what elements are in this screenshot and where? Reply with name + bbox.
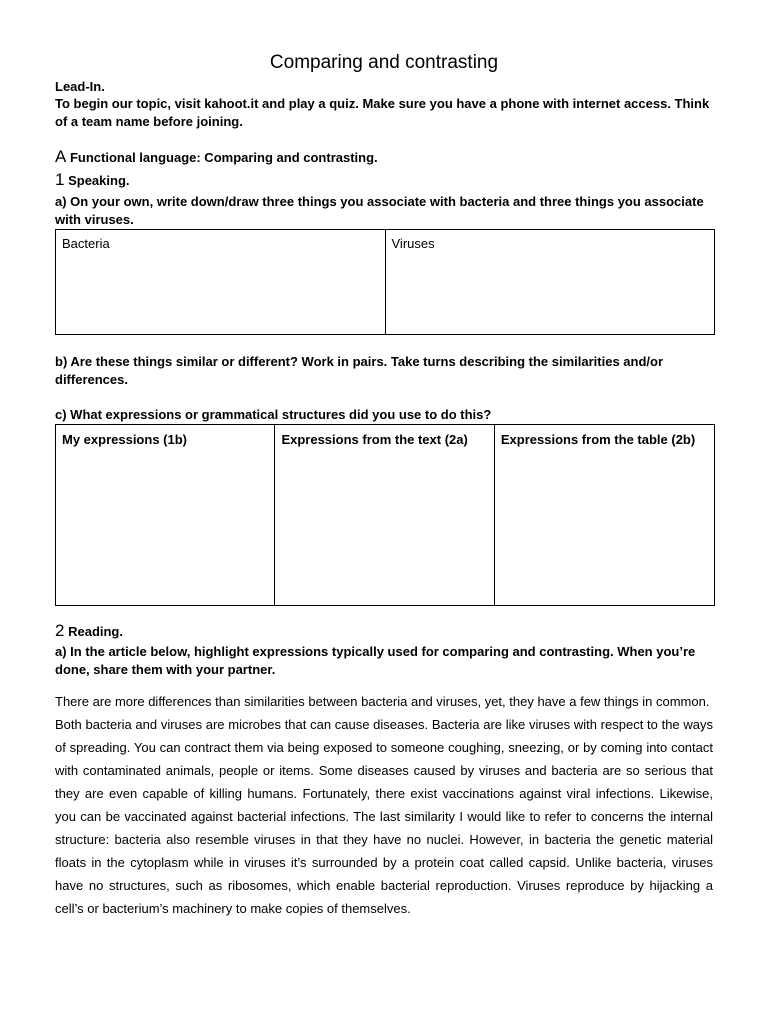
section-a-letter: A <box>55 147 67 166</box>
text-expressions-cell[interactable]: Expressions from the text (2a) <box>275 425 494 606</box>
task-1c: c) What expressions or grammatical structures did you use to do this? <box>55 407 492 422</box>
section-1-number: 1 <box>55 170 65 189</box>
section-2-number: 2 <box>55 621 65 640</box>
my-expressions-cell[interactable]: My expressions (1b) <box>56 425 275 606</box>
article <box>55 690 713 920</box>
expressions-table <box>55 424 715 606</box>
bacteria-cell[interactable]: Bacteria <box>56 230 386 335</box>
section-2-heading <box>55 622 715 641</box>
lead-in-text: To begin our topic, visit kahoot.it and play a quiz. Make sure you have a phone with internet access. Think of a team name before joining. <box>55 96 710 129</box>
article-paragraph-2: Both bacteria and viruses are microbes that can cause diseases. Bacteria are like viruses with respect to the ways of spreading. You can contract them via being exposed to someone coughing, sneezing, or by coming into contact with contaminated animals, people or items. Some diseases caused by viruses and bacteria are so serious that they are even capable of killing humans. Fortunately, there exist vaccinations against viral infections. Likewise, you can be vaccinated against bacterial infections. The last similarity I would like to refer to concerns the internal structure: bacteria also resemble viruses in that they have no nuclei. However, in bacteria the genetic material floats in the cytoplasm while in viruses it’s surrounded by a protein coat called capsid. Unlike bacteria, viruses have no structures, such as ribosomes, which enable bacterial reproduction. Viruses reproduce by hijacking a cell’s or bacterium’s machinery to make copies of themselves. <box>55 717 713 916</box>
lead-in-heading: Lead-In. <box>55 79 105 94</box>
section-1-title: Speaking. <box>68 173 130 188</box>
page-title: Comparing and contrasting <box>269 52 499 73</box>
section-a-heading <box>55 148 715 167</box>
article-paragraph-1: There are more differences than similarities between bacteria and viruses, yet, they have a few things in common. <box>55 694 710 709</box>
section-1-heading <box>55 171 715 190</box>
section-2-title: Reading. <box>68 624 123 639</box>
task-2a: a) In the article below, highlight expressions typically used for comparing and contrasting. When you’re done, share them with your partner. <box>55 644 696 677</box>
task-1b: b) Are these things similar or different? Work in pairs. Take turns describing the similarities and/or differences. <box>55 354 664 387</box>
viruses-cell[interactable]: Viruses <box>385 230 715 335</box>
task-1a: a) On your own, write down/draw three things you associate with bacteria and three things you associate with viruses. <box>55 194 704 227</box>
table-expressions-cell[interactable]: Expressions from the table (2b) <box>494 425 714 606</box>
bacteria-viruses-table <box>55 229 715 335</box>
section-a-title: Functional language: Comparing and contrasting. <box>69 150 378 165</box>
